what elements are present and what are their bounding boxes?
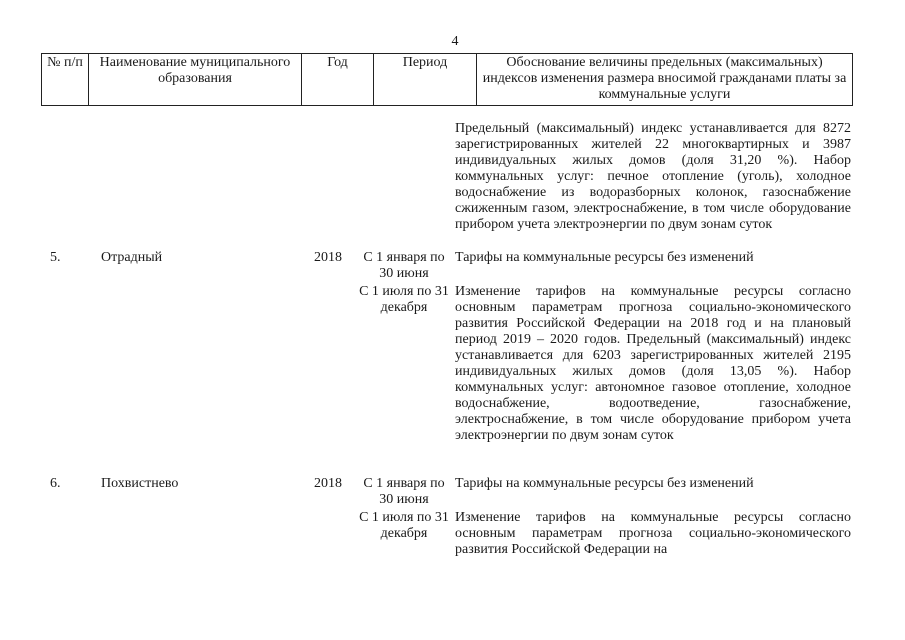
row-6-period-second-half: С 1 июля по 31 декабря (359, 510, 449, 541)
header-basis: Обоснование величины предельных (максимальных) индексов изменения размера вносимой гражданами платы за коммунальные услуги (477, 54, 853, 106)
row-5-municipality: Отрадный (101, 250, 163, 265)
header-year: Год (302, 54, 374, 106)
row-5-basis-second-half: Изменение тарифов на коммунальные ресурсы согласно основным параметрам прогноза социально-экономического развития Российской Федерации на 2018 год и на плановый период 2019 – 2020 годов. Предельный (максимальный) индекс устанавливается для 6203 зарегистрированных жителей 2195 индивидуальных жилых домов (доля 13,05 %). Набор коммунальных услуг: автономное газовое отопление, холодное водоснабжение, водоотведение, газоснабжение, электроснабжение, в том числе оборудование прибором учета электроэнергии по двум зонам суток (455, 284, 851, 443)
row-6-year: 2018 (314, 476, 342, 491)
row-5-basis-first-half: Тарифы на коммунальные ресурсы без изменений (455, 250, 754, 265)
row-5-year: 2018 (314, 250, 342, 265)
row-6-number: 6. (50, 476, 61, 491)
row-5-period (356, 250, 452, 316)
row-6-period-first-half: С 1 января по 30 июня (363, 476, 445, 507)
row-5-period-second-half: С 1 июля по 31 декабря (359, 284, 449, 315)
row-6-period (356, 476, 452, 542)
header-period: Период (374, 54, 477, 106)
row-6-basis-second-half: Изменение тарифов на коммунальные ресурсы согласно основным параметрам прогноза социально-экономического развития Российской Федерации на (455, 510, 851, 557)
header-num: № п/п (42, 54, 89, 106)
carryover-basis-text (455, 121, 851, 233)
carryover-paragraph: Предельный (максимальный) индекс устанавливается для 8272 зарегистрированных жителей 22 многоквартирных и 3987 индивидуальных жилых домов (доля 31,20 %). Набор коммунальных услуг: печное отопление (уголь), холодное водоснабжение из водоразборных колонок, газоснабжение сжиженным газом, электроснабжение, в том числе оборудование прибором учета электроэнергии по двум зонам суток (455, 121, 851, 232)
row-5-period-first-half: С 1 января по 30 июня (363, 250, 445, 281)
page-number: 4 (451, 34, 459, 49)
row-6-basis-first-half: Тарифы на коммунальные ресурсы без изменений (455, 476, 754, 491)
row-5-number: 5. (50, 250, 61, 265)
table-header (41, 53, 853, 106)
header-municipality: Наименование муниципального образования (89, 54, 302, 106)
row-6-municipality: Похвистнево (101, 476, 179, 491)
row-5-basis (455, 250, 851, 444)
row-6-basis (455, 476, 851, 558)
